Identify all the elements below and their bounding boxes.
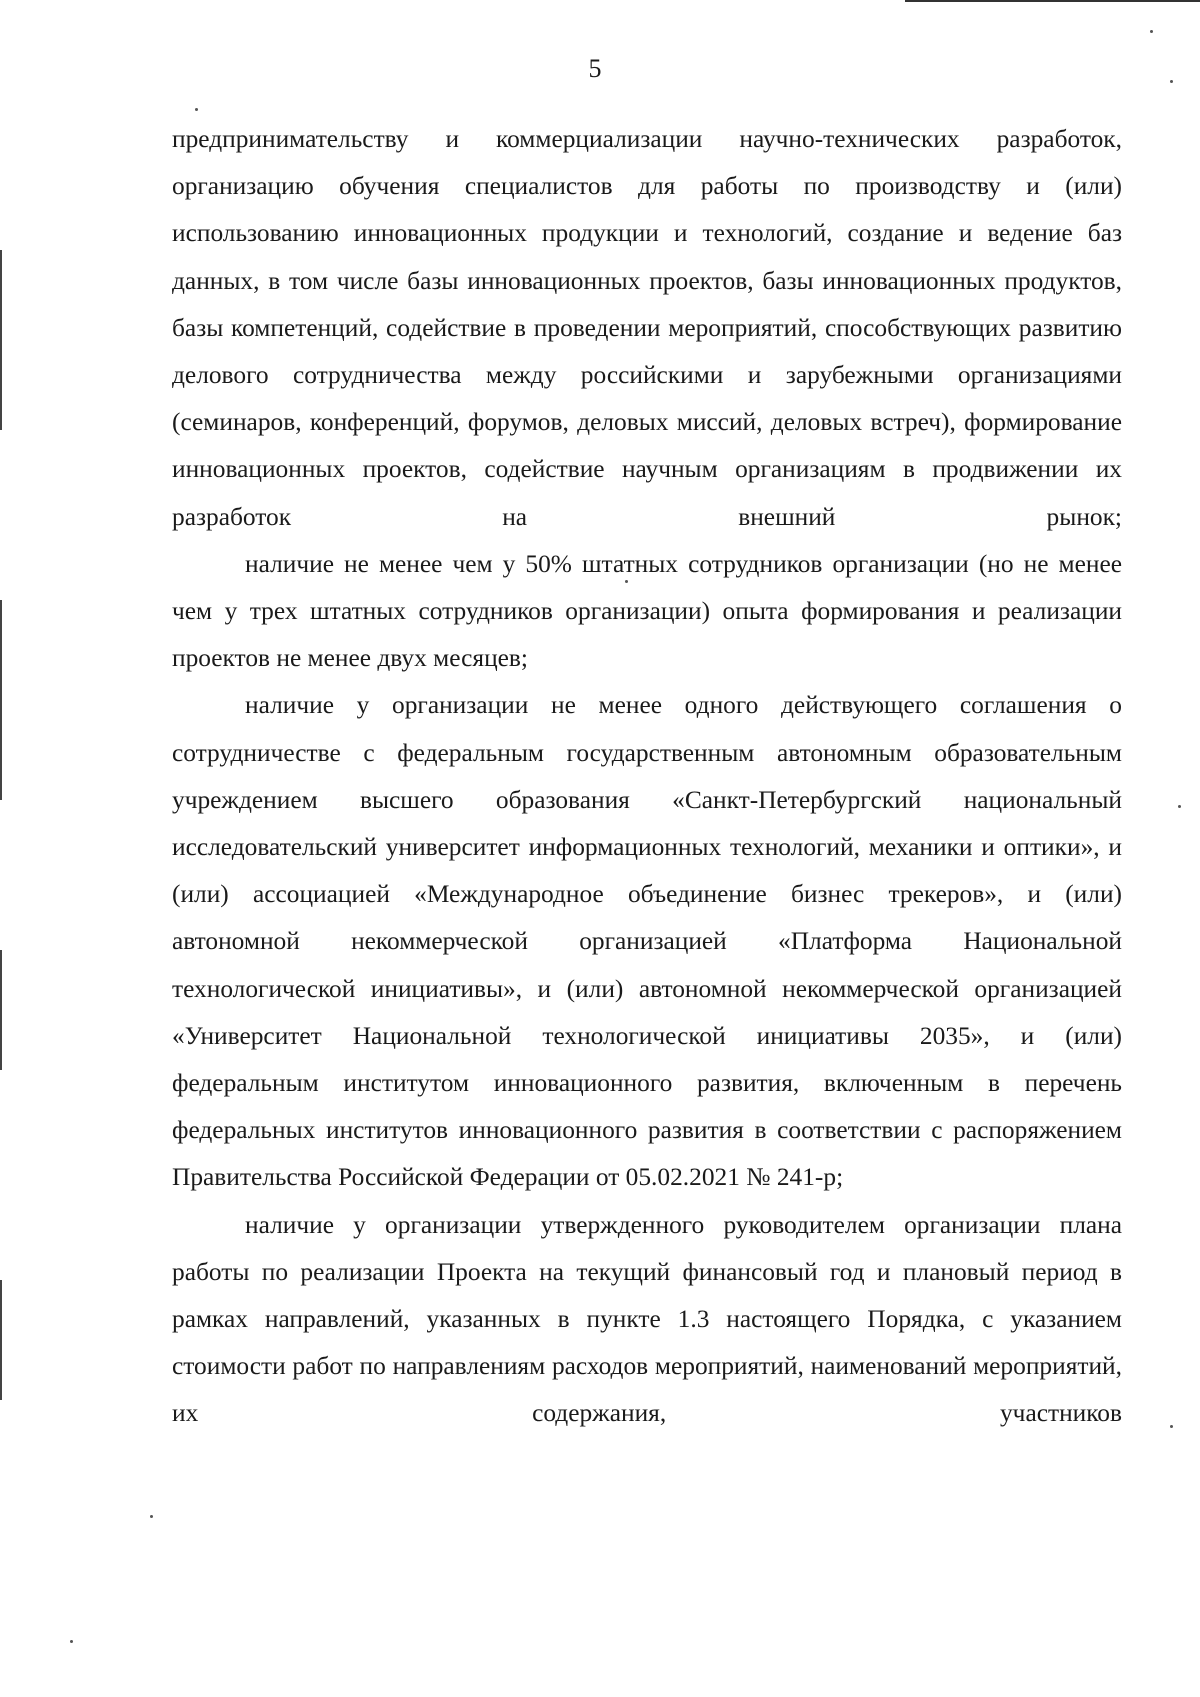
scan-edge-left <box>0 1280 2 1400</box>
scan-speck <box>1170 1425 1173 1428</box>
page-number: 5 <box>588 54 602 83</box>
document-body <box>172 116 1122 1438</box>
scan-speck <box>150 1515 153 1518</box>
paragraph-cooperation-agreement: наличие у организации не менее одного действующего соглашения о сотрудничестве с федеральным государственным автономным образовательным учреждением высшего образования «Санкт-Петербургский национальный исследовательский университет информационных технологий, механики и оптики», и (или) ассоциацией «Международное объединение бизнес трекеров», и (или) автономной некоммерческой организацией «Платформа Национальной технологической инициативы», и (или) автономной некоммерческой организацией «Университет Национальной технологической инициативы 2035», и (или) федеральным институтом инновационного развития, включенным в перечень федеральных институтов инновационного развития в соответствии с распоряжением Правительства Российской Федерации от 05.02.2021 № 241-р; <box>172 691 1122 1192</box>
paragraph-staff-experience: наличие не менее чем у 50% штатных сотрудников организации (но не менее чем у трех штатных сотрудников организации) опыта формирования и реализации проектов не менее двух месяцев; <box>172 549 1122 673</box>
scan-edge-left <box>0 250 2 430</box>
scan-edge-left <box>0 950 2 1070</box>
paragraph-work-plan: наличие у организации утвержденного руководителем организации плана работы по реализации Проекта на текущий финансовый год и плановый период в рамках направлений, указанных в пункте 1.3 настоящего Порядка, с указанием стоимости работ по направлениям расходов мероприятий, наименований мероприятий, их содержания, участников <box>172 1210 1122 1428</box>
scan-speck <box>195 108 198 111</box>
scan-edge-left <box>0 600 2 800</box>
scan-speck <box>70 1640 73 1643</box>
scan-edge-top <box>905 0 1200 2</box>
scan-speck <box>1178 805 1181 808</box>
scan-speck <box>1150 30 1153 33</box>
paragraph-continuation: предпринимательству и коммерциализации научно-технических разработок, организацию обучения специалистов для работы по производству и (или) использованию инновационных продукции и технологий, создание и ведение баз данных, в том числе базы инновационных проектов, базы инновационных продуктов, базы компетенций, содействие в проведении мероприятий, способствующих развитию делового сотрудничества между российскими и зарубежными организациями (семинаров, конференций, форумов, деловых миссий, деловых встреч), формирование инновационных проектов, содействие научным организациям в продвижении их разработок на внешний рынок; <box>172 125 1122 531</box>
